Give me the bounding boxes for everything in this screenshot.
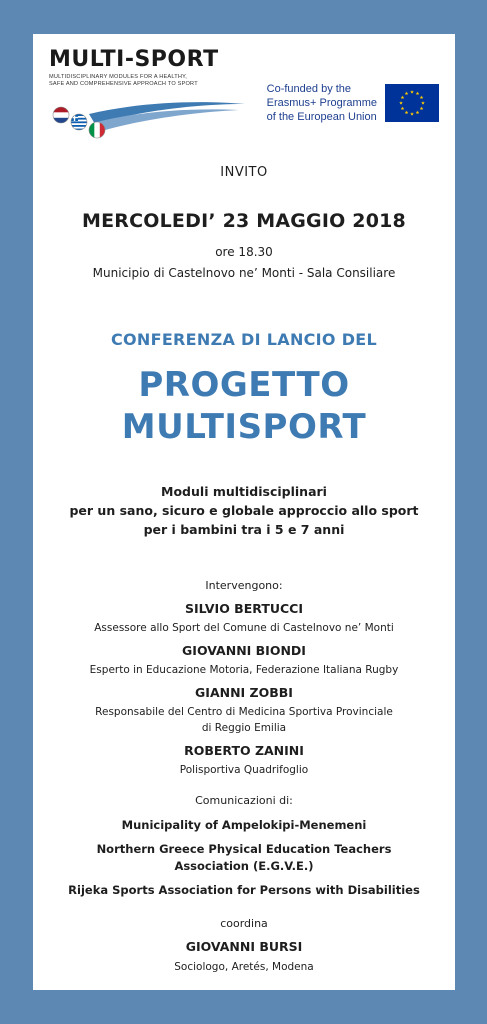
description-line-2: per un sano, sicuro e globale approccio allo sport	[69, 503, 419, 518]
organization: Northern Greece Physical Education Teachers	[96, 842, 392, 856]
project-description	[33, 482, 455, 539]
flags-swoosh-icon	[49, 96, 249, 142]
logo-subtitle-2: SAFE AND COMPREHENSIVE APPROACH TO SPORT	[49, 81, 198, 87]
speakers-label: Intervengono:	[205, 579, 283, 592]
invito-label: INVITO	[220, 165, 268, 180]
eu-cofunding-block	[267, 82, 439, 124]
moderator-name: GIOVANNI BURSI	[185, 939, 303, 954]
communications-label: Comunicazioni di:	[195, 794, 293, 807]
speaker-name: SILVIO BERTUCCI	[184, 601, 303, 616]
organization: Association (E.G.V.E.)	[174, 859, 314, 873]
moderator-label: coordina	[220, 917, 268, 930]
speaker-role: Assessore allo Sport del Comune di Castelnovo ne’ Monti	[94, 622, 394, 634]
organization: Rijeka Sports Association for Persons with Disabilities	[68, 883, 420, 897]
logo-subtitle-1: MULTIDISCIPLINARY MODULES FOR A HEALTHY,	[49, 74, 188, 80]
eu-flag-icon	[385, 84, 439, 122]
speaker-role: Polisportiva Quadrifoglio	[179, 764, 309, 776]
invitation-card	[33, 34, 455, 990]
description-line-3: per i bambini tra i 5 e 7 anni	[143, 522, 345, 537]
eu-line-1: Co-funded by the	[266, 83, 352, 95]
conference-heading: CONFERENZA DI LANCIO DEL	[110, 330, 378, 349]
description-line-1: Moduli multidisciplinari	[161, 484, 327, 499]
event-time: ore 18.30	[215, 245, 273, 259]
organization: Municipality of Ampelokipi-Menemeni	[121, 818, 367, 832]
event-place: Municipio di Castelnovo ne’ Monti - Sala Consiliare	[92, 266, 396, 280]
speaker-role: di Reggio Emilia	[201, 722, 287, 734]
speaker-name: ROBERTO ZANINI	[184, 743, 304, 758]
eu-line-3: of the European Union	[266, 111, 377, 123]
multisport-logo	[49, 48, 249, 148]
moderator-role: Sociologo, Aretés, Modena	[174, 961, 314, 973]
speaker-role: Esperto in Educazione Motoria, Federazione Italiana Rugby	[89, 664, 399, 676]
speaker-name: GIANNI ZOBBI	[195, 685, 293, 700]
speaker-role: Responsabile del Centro di Medicina Sportiva Provinciale	[95, 706, 393, 718]
eu-line-2: Erasmus+ Programme	[266, 97, 377, 109]
event-date: MERCOLEDI’ 23 MAGGIO 2018	[82, 210, 406, 232]
logo-title: MULTI-SPORT	[49, 47, 219, 72]
project-title-line-1: PROGETTO	[138, 365, 350, 405]
speaker-name: GIOVANNI BIONDI	[182, 643, 306, 658]
project-title-line-2: MULTISPORT	[121, 407, 367, 447]
project-title	[33, 364, 455, 448]
